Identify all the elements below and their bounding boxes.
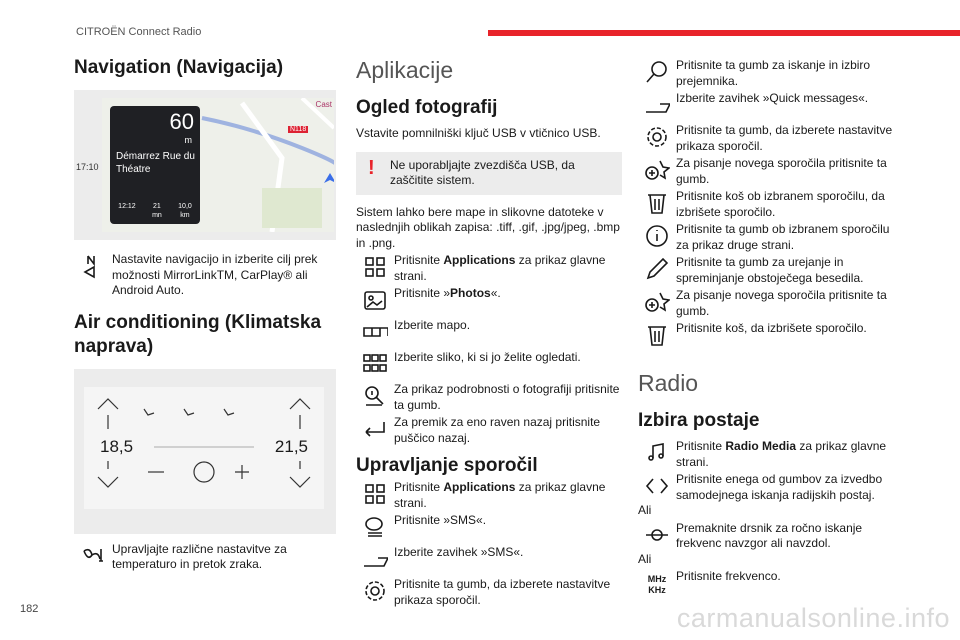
photo-step-pre: Za premik za eno raven nazaj pritisnite puščico nazaj. bbox=[394, 415, 601, 445]
message-cont-step bbox=[638, 123, 900, 154]
apps-grid-icon bbox=[356, 480, 394, 510]
info-icon bbox=[638, 222, 676, 252]
road-tag: N118 bbox=[290, 126, 307, 133]
apps-title: Aplikacije bbox=[356, 57, 454, 83]
message-step-text bbox=[394, 577, 622, 608]
warning-box bbox=[356, 152, 622, 195]
message-steps bbox=[356, 480, 622, 608]
climate-icon bbox=[74, 542, 112, 572]
photo-step bbox=[356, 350, 622, 380]
folder-icon bbox=[356, 318, 394, 348]
radio-step-1-pre: Pritisnite bbox=[676, 439, 726, 453]
radio-step-1 bbox=[638, 439, 900, 470]
radio-step-2-text: Pritisnite enega od gumbov za izvedbo samodejnega iskanja radijskih postaj. bbox=[676, 472, 883, 502]
settings-icon bbox=[638, 123, 676, 153]
radio-step-4-text: Pritisnite frekvenco. bbox=[676, 569, 781, 583]
details-icon bbox=[356, 382, 394, 412]
khz-label: KHz bbox=[648, 584, 666, 595]
photo-step bbox=[356, 253, 622, 284]
station-title: Izbira postaje bbox=[638, 410, 760, 431]
message-step-pre: Pritisnite bbox=[394, 480, 444, 494]
apps-grid-icon bbox=[356, 253, 394, 283]
messages-title: Upravljanje sporočil bbox=[356, 455, 538, 476]
radio-step-1-post: za prikaz glavne strani. bbox=[676, 439, 887, 469]
or-1: Ali bbox=[638, 503, 652, 517]
seek-arrows-icon bbox=[638, 472, 676, 502]
photos-title: Ogled fotografij bbox=[356, 97, 498, 118]
nav-section-title: Navigation (Navigacija) bbox=[74, 57, 284, 78]
message-cont-step bbox=[638, 156, 900, 187]
message-cont-step-text: Pritisnite ta gumb za iskanje in izbiro prejemnika. bbox=[676, 58, 871, 88]
warning-text: Ne uporabljajte zvezdišča USB, da zaščitite sistem. bbox=[390, 157, 575, 187]
message-steps-continued bbox=[638, 58, 900, 351]
photo-step-text bbox=[394, 382, 622, 413]
message-step bbox=[356, 513, 622, 543]
new-message-icon bbox=[638, 156, 676, 186]
warning-icon: ! bbox=[368, 156, 375, 179]
photo-step-pre: Pritisnite » bbox=[394, 286, 451, 300]
message-step-text bbox=[394, 480, 622, 511]
trash-icon bbox=[638, 189, 676, 219]
message-step-pre: Pritisnite ta gumb, da izberete nastavitve prikaza sporočil. bbox=[394, 577, 611, 607]
photo-step-post: «. bbox=[490, 286, 501, 300]
or-2: Ali bbox=[638, 551, 652, 566]
photo-steps bbox=[356, 253, 622, 446]
air-instruction bbox=[74, 542, 336, 573]
running-header: CITROËN Connect Radio bbox=[76, 26, 202, 38]
sms-icon bbox=[356, 513, 394, 543]
message-cont-step-text: Za pisanje novega sporočila pritisnite ta gumb. bbox=[676, 288, 887, 318]
photos-intro: Vstavite pomnilniški ključ USB v vtičnico USB. bbox=[356, 126, 601, 140]
radio-step-1-bold: Radio Media bbox=[725, 439, 797, 453]
image-grid-icon bbox=[356, 350, 394, 380]
clock: 17:10 bbox=[76, 162, 99, 172]
message-step bbox=[356, 545, 622, 575]
music-note-icon bbox=[638, 439, 676, 469]
message-cont-step-text: Pritisnite ta gumb, da izberete nastavitve prikaza sporočil. bbox=[676, 123, 893, 153]
edit-icon bbox=[638, 255, 676, 285]
column-3 bbox=[638, 56, 900, 599]
radio-step-2 bbox=[638, 472, 900, 503]
frequency-icon bbox=[638, 569, 676, 599]
header-accent-bar bbox=[488, 30, 960, 36]
photo-step bbox=[356, 382, 622, 413]
navigation-icon bbox=[74, 252, 112, 282]
photo-step-text bbox=[394, 318, 622, 334]
message-cont-step bbox=[638, 91, 900, 121]
message-step-bold: Applications bbox=[443, 480, 516, 494]
photo-step-text bbox=[394, 253, 622, 284]
temp-right: 21,5 bbox=[274, 436, 308, 456]
message-cont-step-text: Za pisanje novega sporočila pritisnite ta gumb. bbox=[676, 156, 887, 186]
map-label: Cast bbox=[315, 100, 332, 109]
air-section-title: Air conditioning (Klimatska naprava) bbox=[74, 311, 322, 357]
watermark: carmanualsonline.info bbox=[676, 603, 950, 633]
nav-instruction bbox=[74, 252, 336, 299]
message-step-pre: Pritisnite »SMS«. bbox=[394, 513, 487, 527]
message-step-text bbox=[394, 513, 622, 529]
radio-step-4 bbox=[638, 569, 900, 599]
photo-step-bold: Photos bbox=[450, 286, 491, 300]
guidance-panel bbox=[110, 106, 200, 224]
search-icon bbox=[638, 58, 676, 88]
photo-step-pre: Za prikaz podrobnosti o fotografiji pritisnite ta gumb. bbox=[394, 382, 620, 412]
photo-step bbox=[356, 286, 622, 316]
photo-step-post: za prikaz glavne strani. bbox=[394, 253, 606, 283]
eta-km: 10,0 bbox=[178, 203, 192, 210]
temp-left: 18,5 bbox=[100, 436, 134, 456]
photos-icon bbox=[356, 286, 394, 316]
eta-min-unit: mn bbox=[152, 212, 162, 219]
message-cont-step bbox=[638, 189, 900, 220]
air-text: Upravljajte različne nastavitve za temperaturo in pretok zraka. bbox=[112, 541, 287, 571]
photo-step bbox=[356, 415, 622, 446]
nav-text: Nastavite navigacijo in izberite cilj prek možnosti MirrorLinkTM, CarPlay® ali Android Auto. bbox=[112, 252, 318, 297]
message-step-text bbox=[394, 545, 622, 561]
eta-time: 12:12 bbox=[118, 203, 136, 210]
new-message-icon bbox=[638, 288, 676, 318]
column-2 bbox=[356, 56, 622, 608]
nav-sidebar bbox=[74, 98, 102, 232]
message-cont-step bbox=[638, 288, 900, 319]
radio-title: Radio bbox=[638, 370, 699, 396]
photo-step-pre: Izberite mapo. bbox=[394, 318, 471, 332]
street-instruction: Démarrez Rue du Théatre bbox=[116, 151, 195, 175]
photo-step-pre: Pritisnite bbox=[394, 253, 444, 267]
distance-unit: m bbox=[184, 135, 192, 145]
message-step bbox=[356, 480, 622, 511]
trash-icon bbox=[638, 321, 676, 351]
climate-screenshot bbox=[74, 369, 336, 534]
mhz-label: MHz bbox=[647, 573, 667, 584]
message-cont-step-text: Pritisnite ta gumb za urejanje in spreminjanje obstoječega besedila. bbox=[676, 255, 864, 285]
photo-step-pre: Izberite sliko, ki si jo želite ogledati. bbox=[394, 350, 581, 364]
column-1 bbox=[74, 56, 336, 573]
navigation-screenshot bbox=[74, 90, 336, 240]
message-cont-step bbox=[638, 58, 900, 89]
photo-step bbox=[356, 318, 622, 348]
message-cont-step-text: Pritisnite koš ob izbranem sporočilu, da izbrišete sporočilo. bbox=[676, 189, 885, 219]
formats-text: Sistem lahko bere mape in slikovne datoteke v naslednjih oblikah zapisa: .tiff, .gif, .jpg/jpeg, .bmp in .png. bbox=[356, 204, 620, 250]
radio-step-1-text bbox=[676, 439, 900, 470]
climate-panel bbox=[84, 387, 324, 509]
tab-icon bbox=[356, 545, 394, 575]
message-step-post: za prikaz glavne strani. bbox=[394, 480, 606, 510]
message-step-pre: Izberite zavihek »SMS«. bbox=[394, 545, 524, 559]
photo-step-bold: Applications bbox=[443, 253, 516, 267]
distance-value: 60 bbox=[169, 109, 194, 134]
back-icon bbox=[356, 415, 394, 445]
message-cont-step bbox=[638, 222, 900, 253]
eta-km-unit: km bbox=[180, 212, 190, 219]
tab-icon bbox=[638, 91, 676, 121]
radio-step-3-text: Premaknite drsnik za ročno iskanje frekvenc navzgor ali navzdol. bbox=[676, 520, 863, 550]
slider-icon bbox=[638, 521, 676, 551]
message-cont-step-text: Izberite zavihek »Quick messages«. bbox=[676, 91, 869, 105]
eta-row bbox=[110, 202, 200, 220]
photo-step-text bbox=[394, 286, 622, 302]
message-step bbox=[356, 577, 622, 608]
message-cont-step bbox=[638, 255, 900, 286]
message-cont-step bbox=[638, 321, 900, 351]
radio-step-3 bbox=[638, 521, 900, 552]
eta-min: 21 bbox=[153, 203, 161, 210]
page-number: 182 bbox=[20, 603, 39, 615]
settings-icon bbox=[356, 577, 394, 607]
message-cont-step-text: Pritisnite ta gumb ob izbranem sporočilu za prikaz druge strani. bbox=[676, 222, 890, 252]
message-cont-step-text: Pritisnite koš, da izbrišete sporočilo. bbox=[676, 321, 867, 335]
photo-step-text bbox=[394, 415, 622, 446]
photo-step-text bbox=[394, 350, 622, 366]
